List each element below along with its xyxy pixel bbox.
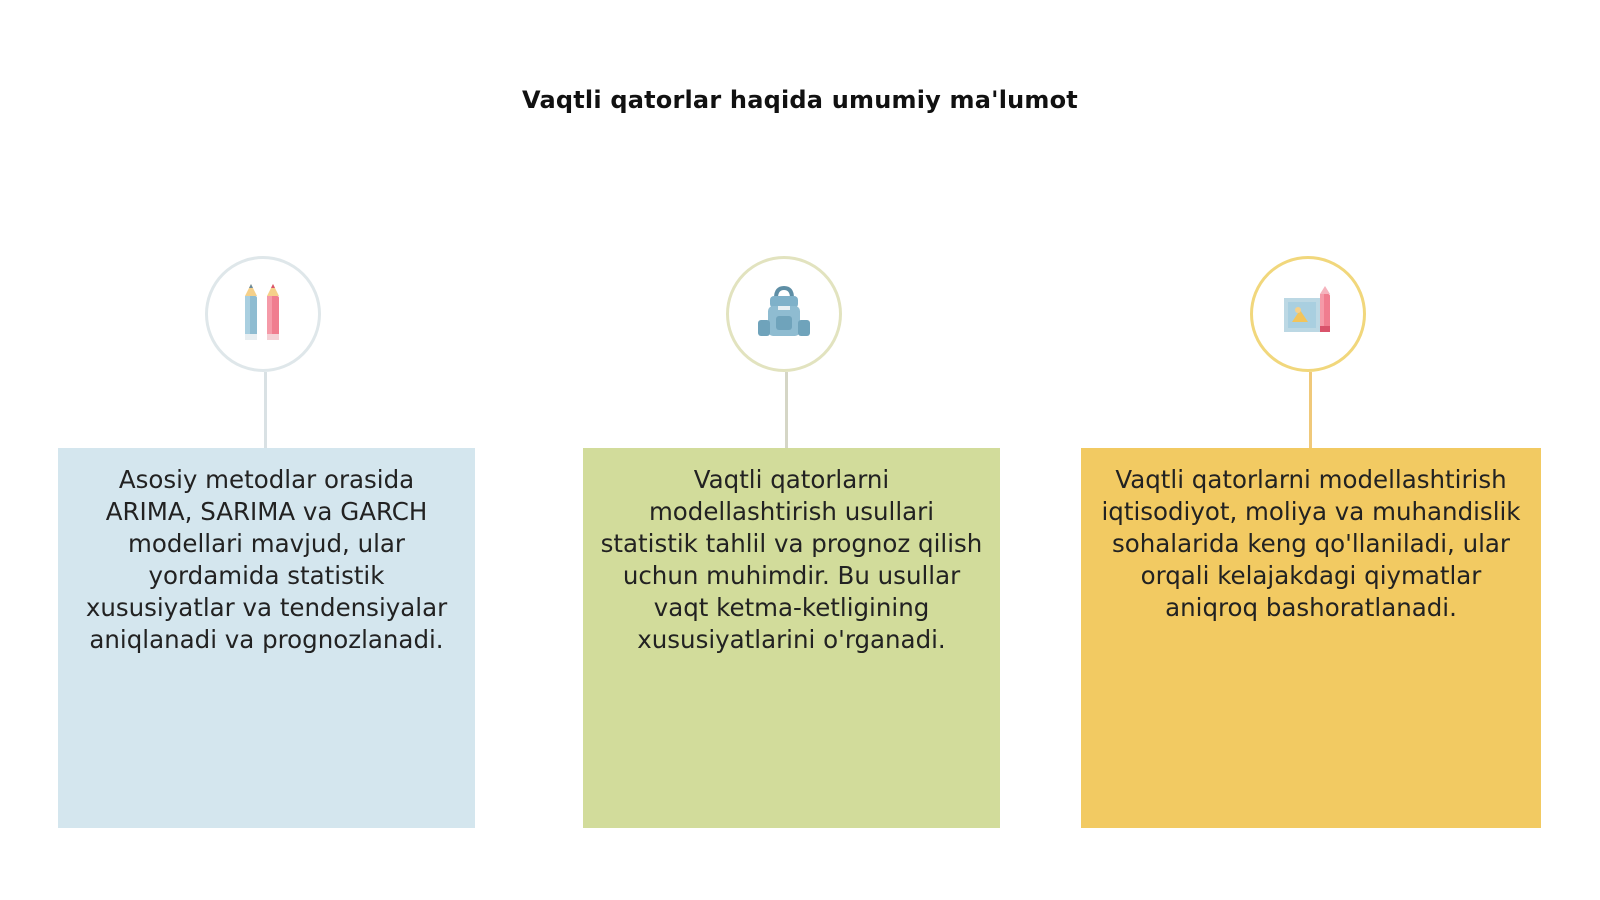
- connector-line-1: [264, 372, 267, 448]
- picture-and-crayon-icon: [1278, 284, 1338, 344]
- info-card-1-text: Asosiy metodlar orasida ARIMA, SARIMA va GARCH modellari mavjud, ular yordamida statistik xususiyatlar va tendensiyalar aniqlanadi va prognozlanadi.: [85, 465, 448, 654]
- icon-circle-1: [205, 256, 321, 372]
- backpack-icon: [754, 284, 814, 344]
- connector-line-2: [785, 372, 788, 448]
- connector-line-3: [1309, 372, 1312, 448]
- icon-circle-3: [1250, 256, 1366, 372]
- info-card-2: [583, 448, 1000, 828]
- info-card-1: [58, 448, 475, 828]
- icon-circle-2: [726, 256, 842, 372]
- info-card-3-text: Vaqtli qatorlarni modellashtirish iqtisodiyot, moliya va muhandislik sohalarida keng qo'llaniladi, ular orqali kelajakdagi qiymatlar aniqroq bashoratlanadi.: [1101, 465, 1521, 622]
- page-title: Vaqtli qatorlar haqida umumiy ma'lumot: [522, 86, 1078, 114]
- info-card-2-text: Vaqtli qatorlarni modellashtirish usullari statistik tahlil va prognoz qilish uchun muhimdir. Bu usullar vaqt ketma-ketligining xususiyatlarini o'rganadi.: [600, 465, 983, 654]
- info-card-3: [1081, 448, 1541, 828]
- pencils-icon: [235, 282, 291, 346]
